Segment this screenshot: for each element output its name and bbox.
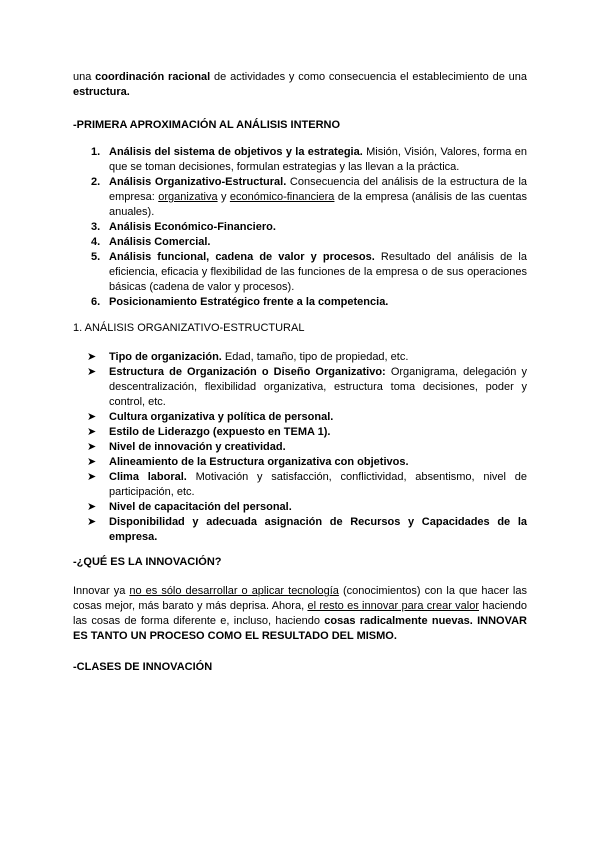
- intro-bold-1: coordinación racional: [95, 71, 211, 83]
- arrow-bullet-icon: ➤: [87, 411, 97, 423]
- list-item: 5. Análisis funcional, cadena de valor y procesos. Resultado del análisis de la eficiencia, eficacia y flexibilidad de las funciones de la empresa o de sus operaciones básicas (cadena de valor y procesos).: [91, 251, 527, 293]
- arrow-bullet-icon: ➤: [87, 501, 97, 513]
- arrow-bullet-icon: ➤: [87, 471, 97, 483]
- list-item: ➤ Clima laboral. Motivación y satisfacción, conflictividad, absentismo, nivel de participación, etc.: [87, 471, 527, 498]
- analysis-numbered-list: [73, 145, 527, 310]
- list-item: ➤ Disponibilidad y adecuada asignación de Recursos y Capacidades de la empresa.: [87, 516, 527, 543]
- list-item: 4. Análisis Comercial.: [91, 236, 211, 248]
- intro-text-1: una: [73, 71, 96, 83]
- underlined-phrase: no es sólo desarrollar o aplicar tecnología: [129, 585, 339, 597]
- section-heading-clases-innovacion: -CLASES DE INNOVACIÓN: [73, 661, 213, 673]
- list-item: 3. Análisis Económico-Financiero.: [91, 221, 276, 233]
- organizational-arrow-list: [73, 350, 527, 545]
- section-heading-primera-aproximacion: -PRIMERA APROXIMACIÓN AL ANÁLISIS INTERNO: [73, 119, 341, 131]
- list-item: ➤ Estilo de Liderazgo (expuesto en TEMA 1).: [87, 426, 331, 438]
- intro-text-2: de actividades y como consecuencia el establecimiento de una: [210, 71, 527, 83]
- list-item: ➤ Nivel de innovación y creatividad.: [87, 441, 286, 453]
- list-item: ➤ Estructura de Organización o Diseño Organizativo: Organigrama, delegación y descentralización, flexibilidad organizativa, estructura toma decisiones, poder y control, etc.: [87, 366, 527, 408]
- intro-paragraph: [73, 70, 527, 100]
- section-heading-que-es-innovacion: -¿QUÉ ES LA INNOVACIÓN?: [73, 556, 222, 568]
- list-item: ➤ Tipo de organización. Edad, tamaño, tipo de propiedad, etc.: [87, 351, 409, 363]
- arrow-bullet-icon: ➤: [87, 351, 97, 363]
- innovation-paragraph: Innovar ya no es sólo desarrollar o aplicar tecnología (conocimientos) con la que hacer las cosas mejor, más barato y más deprisa. Ahora, el resto es innovar para crear valor haciendo las cosas de forma diferente e, incluso, haciendo cosas radicalmente nuevas. INNOVAR ES TANTO UN PROCESO COMO EL RESULTADO DEL MISMO.: [73, 585, 527, 642]
- section-heading-analisis-organizativo: 1. ANÁLISIS ORGANIZATIVO-ESTRUCTURAL: [73, 322, 305, 334]
- underlined-term: económico-financiera: [229, 191, 335, 203]
- arrow-bullet-icon: ➤: [87, 426, 97, 438]
- underlined-phrase: el resto es innovar para crear valor: [307, 600, 480, 612]
- arrow-bullet-icon: ➤: [87, 441, 97, 453]
- underlined-term: organizativa: [158, 191, 218, 203]
- list-item: ➤ Nivel de capacitación del personal.: [87, 501, 292, 513]
- arrow-bullet-icon: ➤: [87, 456, 97, 468]
- list-item: 2. Análisis Organizativo-Estructural. Consecuencia del análisis de la estructura de la empresa: organizativa y económico-financiera de la empresa (análisis de las cuentas anuales).: [91, 176, 527, 218]
- list-item: 1. Análisis del sistema de objetivos y la estrategia. Misión, Visión, Valores, forma en que se toman decisiones, formulan estrategias y las llevan a la práctica.: [91, 146, 527, 173]
- list-item: ➤ Cultura organizativa y política de personal.: [87, 411, 334, 423]
- arrow-bullet-icon: ➤: [87, 366, 97, 378]
- intro-bold-2: estructura.: [73, 86, 130, 98]
- arrow-bullet-icon: ➤: [87, 516, 97, 528]
- list-item: ➤ Alineamiento de la Estructura organizativa con objetivos.: [87, 456, 409, 468]
- list-item: 6. Posicionamiento Estratégico frente a la competencia.: [91, 296, 389, 308]
